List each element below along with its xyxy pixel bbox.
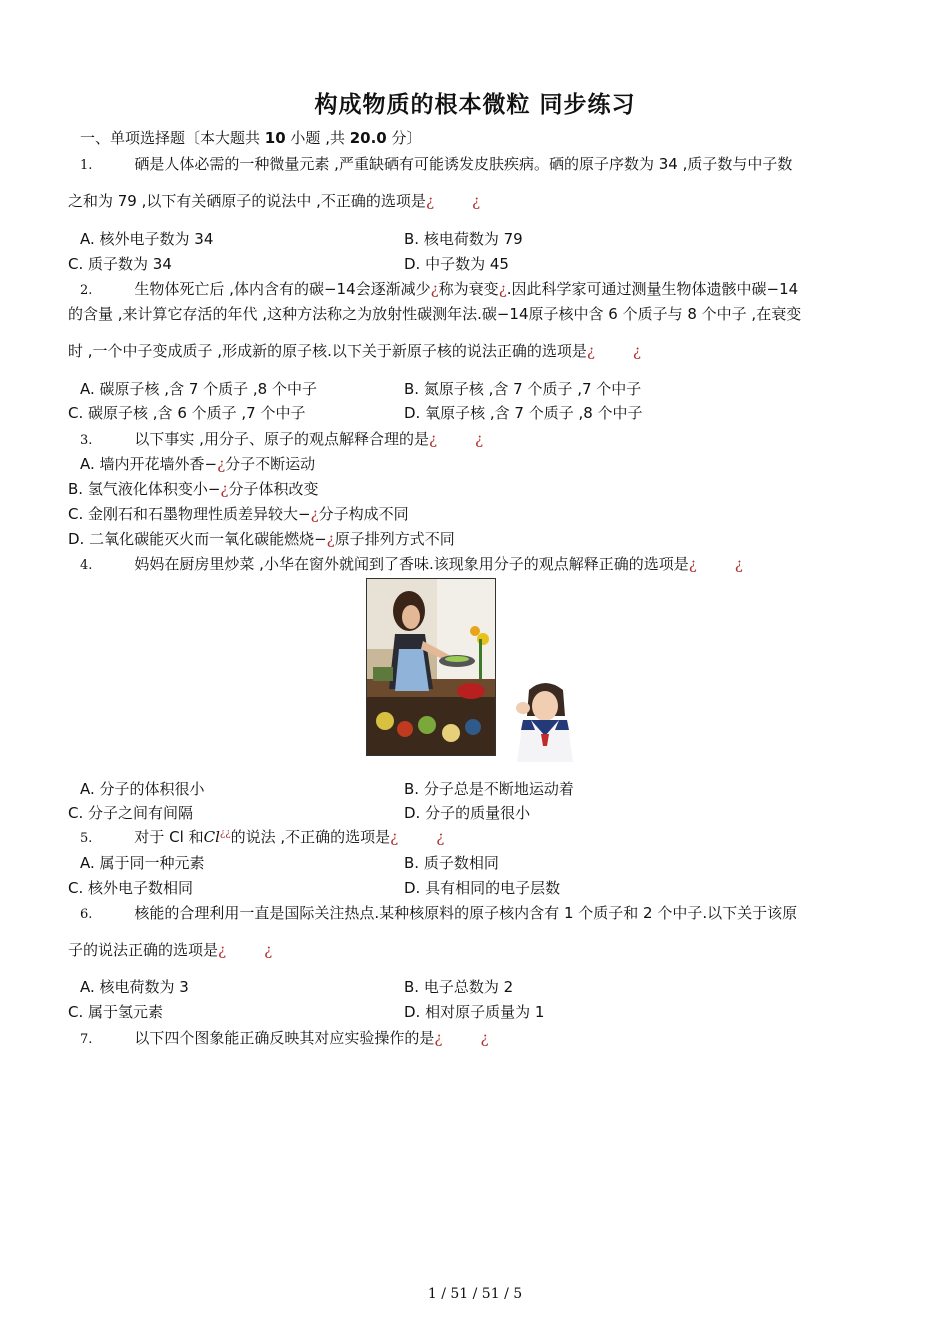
- page-footer: 1 / 51 / 51 / 5: [427, 1286, 523, 1302]
- question-2-line2: 的含量 ,来计算它存活的年代 ,这种方法称之为放射性碳测年法.碳−14原子核中含 6 个质子与 8 个中子 ,在衰变: [68, 305, 802, 323]
- option-a[interactable]: A. 碳原子核 ,含 7 个质子 ,8 个中子: [80, 380, 317, 398]
- option-a[interactable]: A. 核外电子数为 34: [80, 230, 214, 248]
- option-d[interactable]: D. 分子的质量很小: [404, 804, 531, 822]
- option-b[interactable]: B. 电子总数为 2: [404, 978, 514, 996]
- option-b[interactable]: B. 质子数相同: [404, 854, 499, 872]
- question-2-line3: 时 ,一个中子变成质子 ,形成新的原子核.以下关于新原子核的说法正确的选项是¿ ¿: [68, 342, 641, 360]
- option-d[interactable]: D. 二氧化碳能灭火而一氧化碳能燃烧−¿原子排列方式不同: [68, 530, 455, 548]
- question-1-line2: 之和为 79 ,以下有关硒原子的说法中 ,不正确的选项是¿ ¿: [68, 192, 481, 210]
- option-d[interactable]: D. 相对原子质量为 1: [404, 1003, 545, 1021]
- option-d[interactable]: D. 氧原子核 ,含 7 个质子 ,8 个中子: [404, 404, 643, 422]
- option-b[interactable]: B. 氢气液化体积变小−¿分子体积改变: [68, 480, 319, 498]
- question-1: [80, 153, 792, 174]
- option-d[interactable]: D. 具有相同的电子层数: [404, 879, 561, 897]
- question-5: 5. 对于 Cl 和Cl¿¿的说法 ,不正确的选项是¿ ¿: [80, 828, 445, 846]
- option-b[interactable]: B. 分子总是不断地运动着: [404, 780, 574, 798]
- question-text: 硒是人体必需的一种微量元素 ,严重缺硒有可能诱发皮肤疾病。硒的原子序数为 34 ,质子数与中子数: [134, 155, 793, 173]
- section-heading: 一、单项选择题〔本大题共 10 小题 ,共 20.0 分〕: [80, 129, 422, 147]
- option-c[interactable]: C. 质子数为 34: [68, 255, 172, 273]
- question-3: 3. 以下事实 ,用分子、原子的观点解释合理的是¿ ¿: [80, 430, 484, 448]
- option-c[interactable]: C. 分子之间有间隔: [68, 804, 194, 822]
- question-number: 1.: [80, 158, 93, 173]
- option-c[interactable]: C. 碳原子核 ,含 6 个质子 ,7 个中子: [68, 404, 306, 422]
- question-7: 7. 以下四个图象能正确反映其对应实验操作的是¿ ¿: [80, 1029, 489, 1047]
- option-c[interactable]: C. 核外电子数相同: [68, 879, 194, 897]
- option-c[interactable]: C. 属于氢元素: [68, 1003, 164, 1021]
- option-d[interactable]: D. 中子数为 45: [404, 255, 509, 273]
- option-a[interactable]: A. 墙内开花墙外香−¿分子不断运动: [80, 455, 316, 473]
- option-b[interactable]: B. 氮原子核 ,含 7 个质子 ,7 个中子: [404, 380, 642, 398]
- kitchen-photo: [366, 578, 496, 756]
- option-a[interactable]: A. 核电荷数为 3: [80, 978, 189, 996]
- question-4: 4. 妈妈在厨房里炒菜 ,小华在窗外就闻到了香味.该现象用分子的观点解释正确的选项是¿ ¿: [80, 555, 743, 573]
- option-c[interactable]: C. 金刚石和石墨物理性质差异较大−¿分子构成不同: [68, 505, 409, 523]
- question-2: 2. 生物体死亡后 ,体内含有的碳−14会逐渐减少¿称为衰变¿.因此科学家可通过测量生物体遗骸中碳−14: [80, 280, 799, 298]
- question-6-line2: 子的说法正确的选项是¿ ¿: [68, 941, 273, 959]
- option-b[interactable]: B. 核电荷数为 79: [404, 230, 523, 248]
- document-title: 构成物质的根本微粒 同步练习: [314, 92, 636, 118]
- option-a[interactable]: A. 属于同一种元素: [80, 854, 205, 872]
- question-6: 6. 核能的合理利用一直是国际关注热点.某种核原料的原子核内含有 1 个质子和 2 个中子.以下关于该原: [80, 904, 798, 922]
- girl-smelling-illustration: [503, 676, 587, 762]
- option-a[interactable]: A. 分子的体积很小: [80, 780, 205, 798]
